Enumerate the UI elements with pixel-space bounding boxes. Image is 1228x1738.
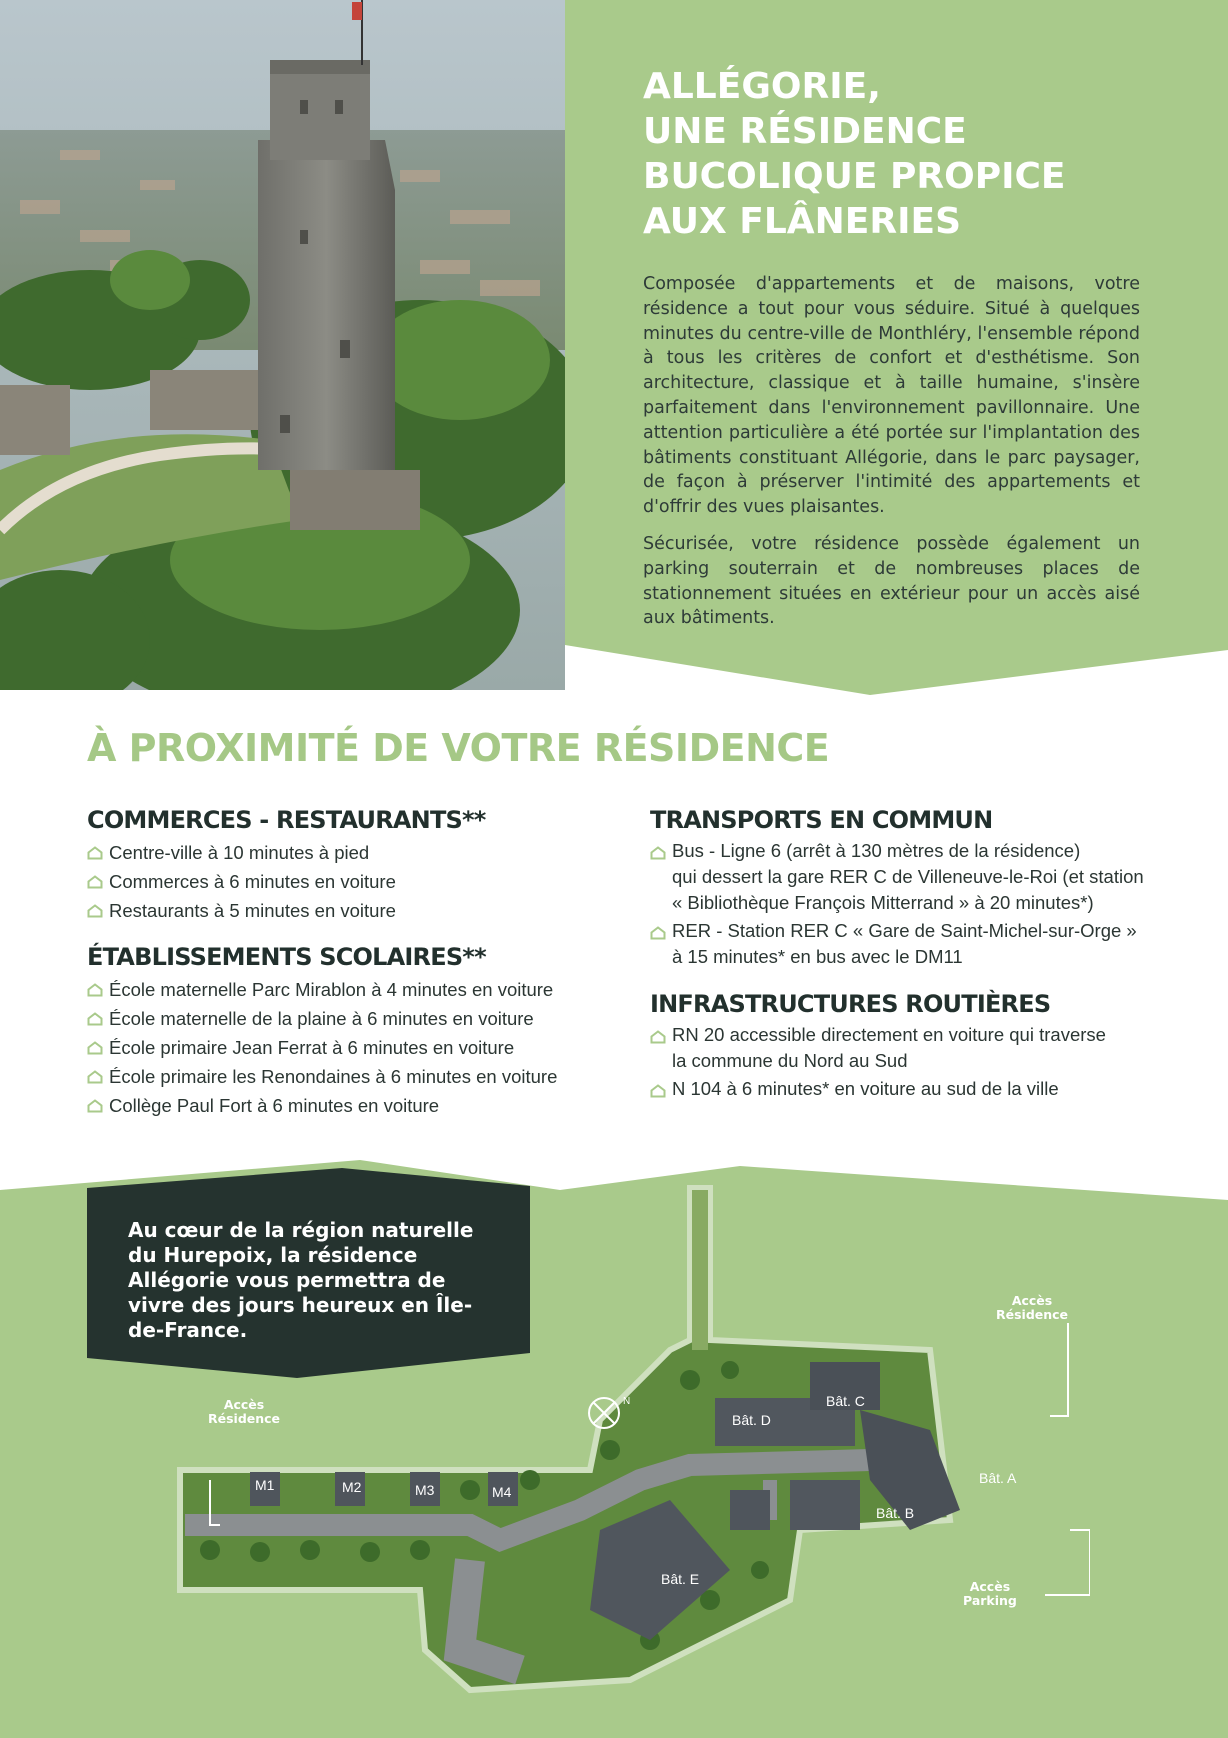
proximity-left-column <box>87 806 607 1120</box>
ecoles-section <box>87 943 607 1120</box>
list-item <box>87 867 607 896</box>
list-item <box>87 1033 607 1062</box>
intro-text <box>643 272 1140 631</box>
list-item-line: qui dessert la gare RER C de Villeneuve-le-Roi (et station <box>672 866 1144 887</box>
hero-title-line: UNE RÉSIDENCE <box>643 111 967 152</box>
list-item <box>87 1062 607 1091</box>
building-label-m4: M4 <box>492 1484 512 1500</box>
list-item-text: Restaurants à 5 minutes en voiture <box>109 900 396 921</box>
ecoles-list <box>87 975 607 1120</box>
house-bullet-icon <box>650 926 666 940</box>
highlight-banner-text: Au cœur de la région naturelle du Hurepoix, la résidence Allégorie vous permettra de vivre des jours heureux en Île-de-France. <box>128 1218 474 1342</box>
house-bullet-icon <box>87 1012 103 1026</box>
house-bullet-icon <box>650 1030 666 1044</box>
building-label-m2: M2 <box>342 1479 362 1495</box>
list-item <box>650 1022 1170 1074</box>
hero-title-line: BUCOLIQUE PROPICE <box>643 156 1066 197</box>
routes-section <box>650 990 1170 1102</box>
list-item <box>87 1004 607 1033</box>
list-item <box>87 896 607 925</box>
hero-title-line: AUX FLÂNERIES <box>643 201 962 242</box>
commerces-heading: COMMERCES - RESTAURANTS** <box>87 806 486 834</box>
proximity-right-column <box>650 806 1170 1104</box>
house-bullet-icon <box>87 983 103 997</box>
routes-heading: INFRASTRUCTURES ROUTIÈRES <box>650 990 1051 1018</box>
list-item-line: N 104 à 6 minutes* en voiture au sud de la ville <box>672 1078 1059 1099</box>
castle-tower-photo <box>0 0 565 690</box>
access-label-line: Résidence <box>996 1307 1069 1322</box>
house-bullet-icon <box>87 1099 103 1113</box>
list-item <box>650 838 1170 916</box>
hero-title <box>643 64 1163 244</box>
transports-list <box>650 838 1170 970</box>
access-label-line: Résidence <box>208 1411 281 1426</box>
transports-heading: TRANSPORTS EN COMMUN <box>650 806 993 834</box>
access-label-line: Parking <box>963 1593 1017 1608</box>
building-label-bat-a: Bât. A <box>979 1470 1017 1486</box>
list-item <box>87 975 607 1004</box>
list-item <box>650 1076 1170 1102</box>
house-bullet-icon <box>87 1070 103 1084</box>
building-label-m1: M1 <box>255 1477 275 1493</box>
access-label-line: Accès <box>1011 1293 1053 1308</box>
list-item <box>87 838 607 867</box>
ecoles-heading: ÉTABLISSEMENTS SCOLAIRES** <box>87 943 486 971</box>
list-item <box>87 1091 607 1120</box>
building-label-bat-c: Bât. C <box>826 1393 865 1409</box>
building-label-m3: M3 <box>415 1482 435 1498</box>
commerces-list <box>87 838 607 925</box>
list-item-line: à 15 minutes* en bus avec le DM11 <box>672 946 963 967</box>
building-label-bat-d: Bât. D <box>732 1412 771 1428</box>
list-item-line: RER - Station RER C « Gare de Saint-Michel-sur-Orge » <box>672 920 1137 941</box>
access-residence-left-label <box>208 1398 280 1426</box>
house-bullet-icon <box>87 875 103 889</box>
house-bullet-icon <box>650 1084 666 1098</box>
access-parking-label <box>963 1580 1017 1608</box>
house-bullet-icon <box>650 846 666 860</box>
list-item-text: École maternelle Parc Mirablon à 4 minutes en voiture <box>109 979 554 1000</box>
list-item-text: École primaire les Renondaines à 6 minutes en voiture <box>109 1066 558 1087</box>
proximity-title: À PROXIMITÉ DE VOTRE RÉSIDENCE <box>87 726 830 770</box>
hero-title-line: ALLÉGORIE, <box>643 66 881 107</box>
list-item-line: Bus - Ligne 6 (arrêt à 130 mètres de la résidence) <box>672 840 1081 861</box>
list-item-text: Centre-ville à 10 minutes à pied <box>109 842 370 863</box>
house-bullet-icon <box>87 1041 103 1055</box>
list-item-text: École maternelle de la plaine à 6 minutes en voiture <box>109 1008 534 1029</box>
compass-label: N <box>623 1396 631 1407</box>
list-item <box>650 918 1170 970</box>
list-item-line: « Bibliothèque François Mitterrand » à 20 minutes*) <box>672 892 1094 913</box>
intro-paragraph: Sécurisée, votre résidence possède également un parking souterrain et de nombreuses places de stationnement situées en extérieur pour un accès aisé aux bâtiments. <box>643 533 1140 629</box>
access-label-line: Accès <box>969 1579 1011 1594</box>
building-label-bat-b: Bât. B <box>876 1505 915 1521</box>
transports-section <box>650 806 1170 970</box>
list-item-line: RN 20 accessible directement en voiture qui traverse <box>672 1024 1106 1045</box>
house-bullet-icon <box>87 846 103 860</box>
access-residence-right-label <box>996 1294 1068 1322</box>
list-item-text: École primaire Jean Ferrat à 6 minutes en voiture <box>109 1037 515 1058</box>
list-item-text: Commerces à 6 minutes en voiture <box>109 871 396 892</box>
routes-list <box>650 1022 1170 1102</box>
access-label-line: Accès <box>223 1397 265 1412</box>
intro-paragraph: Composée d'appartements et de maisons, votre résidence a tout pour vous séduire. Situé à quelques minutes du centre-ville de Monthléry, l'ensemble répond à tous les critères de confort et d'esthétisme. Son architecture, classique et à taille humaine, s'insère parfaitement dans l'environnement pavillonnaire. Une attention particulière a été portée sur l'implantation des bâtiments constituant Allégorie, dans le parc paysager, de façon à préserver l'intimité des appartements et d'offrir des vues plaisantes. <box>643 274 1140 518</box>
house-bullet-icon <box>87 904 103 918</box>
list-item-line: la commune du Nord au Sud <box>672 1050 908 1071</box>
list-item-text: Collège Paul Fort à 6 minutes en voiture <box>109 1095 440 1116</box>
building-label-bat-e: Bât. E <box>661 1571 700 1587</box>
commerces-section <box>87 806 607 925</box>
